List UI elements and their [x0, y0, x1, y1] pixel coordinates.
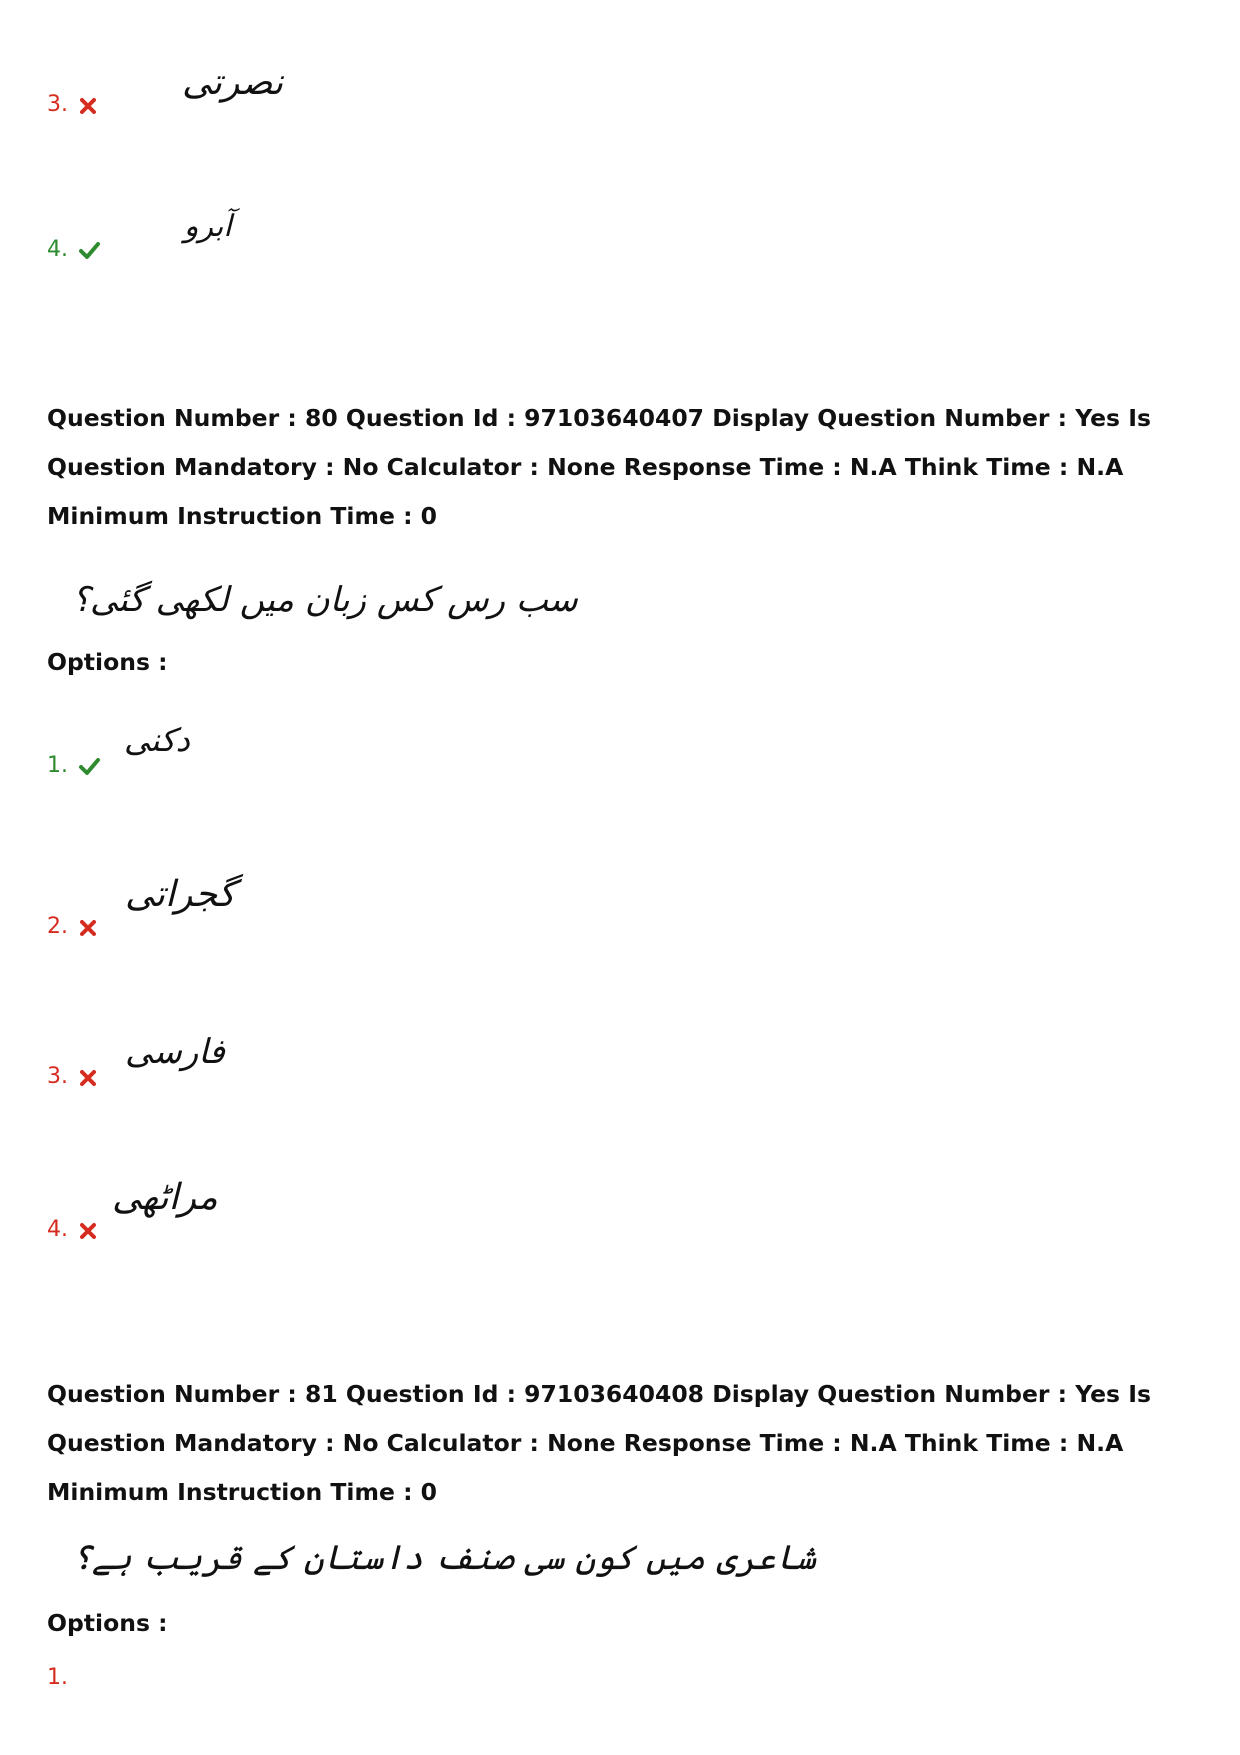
option-number: 3. — [47, 1064, 68, 1089]
cross-icon — [77, 1220, 99, 1242]
option-text: آبرو — [184, 209, 232, 244]
option-text: نصرتی — [182, 62, 284, 103]
question-80-text: سب رس کس زبان میں لکھی گئی؟ — [72, 580, 578, 620]
cross-icon — [77, 917, 99, 939]
question-80-options-label: Options : — [47, 648, 168, 676]
option-number: 2. — [47, 914, 68, 939]
option-text: گجراتی — [125, 874, 236, 915]
option-text: فارسی — [125, 1032, 225, 1072]
question-81-meta: Question Number : 81 Question Id : 97103640408 Display Question Number : Yes Is Question Mandatory : No Calculator : None Response Time : N.A Think Time : N.A Minimum Instruction Time : 0 — [47, 1380, 1151, 1506]
option-number: 3. — [47, 92, 68, 117]
option-text: دکنی — [124, 721, 190, 759]
option-number: 1. — [47, 753, 68, 778]
cross-icon — [77, 95, 99, 117]
cross-icon — [77, 1067, 99, 1089]
option-number: 4. — [47, 1217, 68, 1242]
question-81-text: شاعری میں کون سی صنف داستان کے قریب ہے؟ — [72, 1538, 816, 1578]
question-80-meta: Question Number : 80 Question Id : 97103640407 Display Question Number : Yes Is Question Mandatory : No Calculator : None Response Time : N.A Think Time : N.A Minimum Instruction Time : 0 — [47, 404, 1151, 530]
check-icon — [77, 239, 101, 261]
option-number: 1. — [47, 1665, 68, 1690]
check-icon — [77, 755, 101, 777]
option-number: 4. — [47, 237, 68, 262]
option-text: مراٹھی — [112, 1177, 218, 1218]
question-81-options-label: Options : — [47, 1609, 168, 1637]
